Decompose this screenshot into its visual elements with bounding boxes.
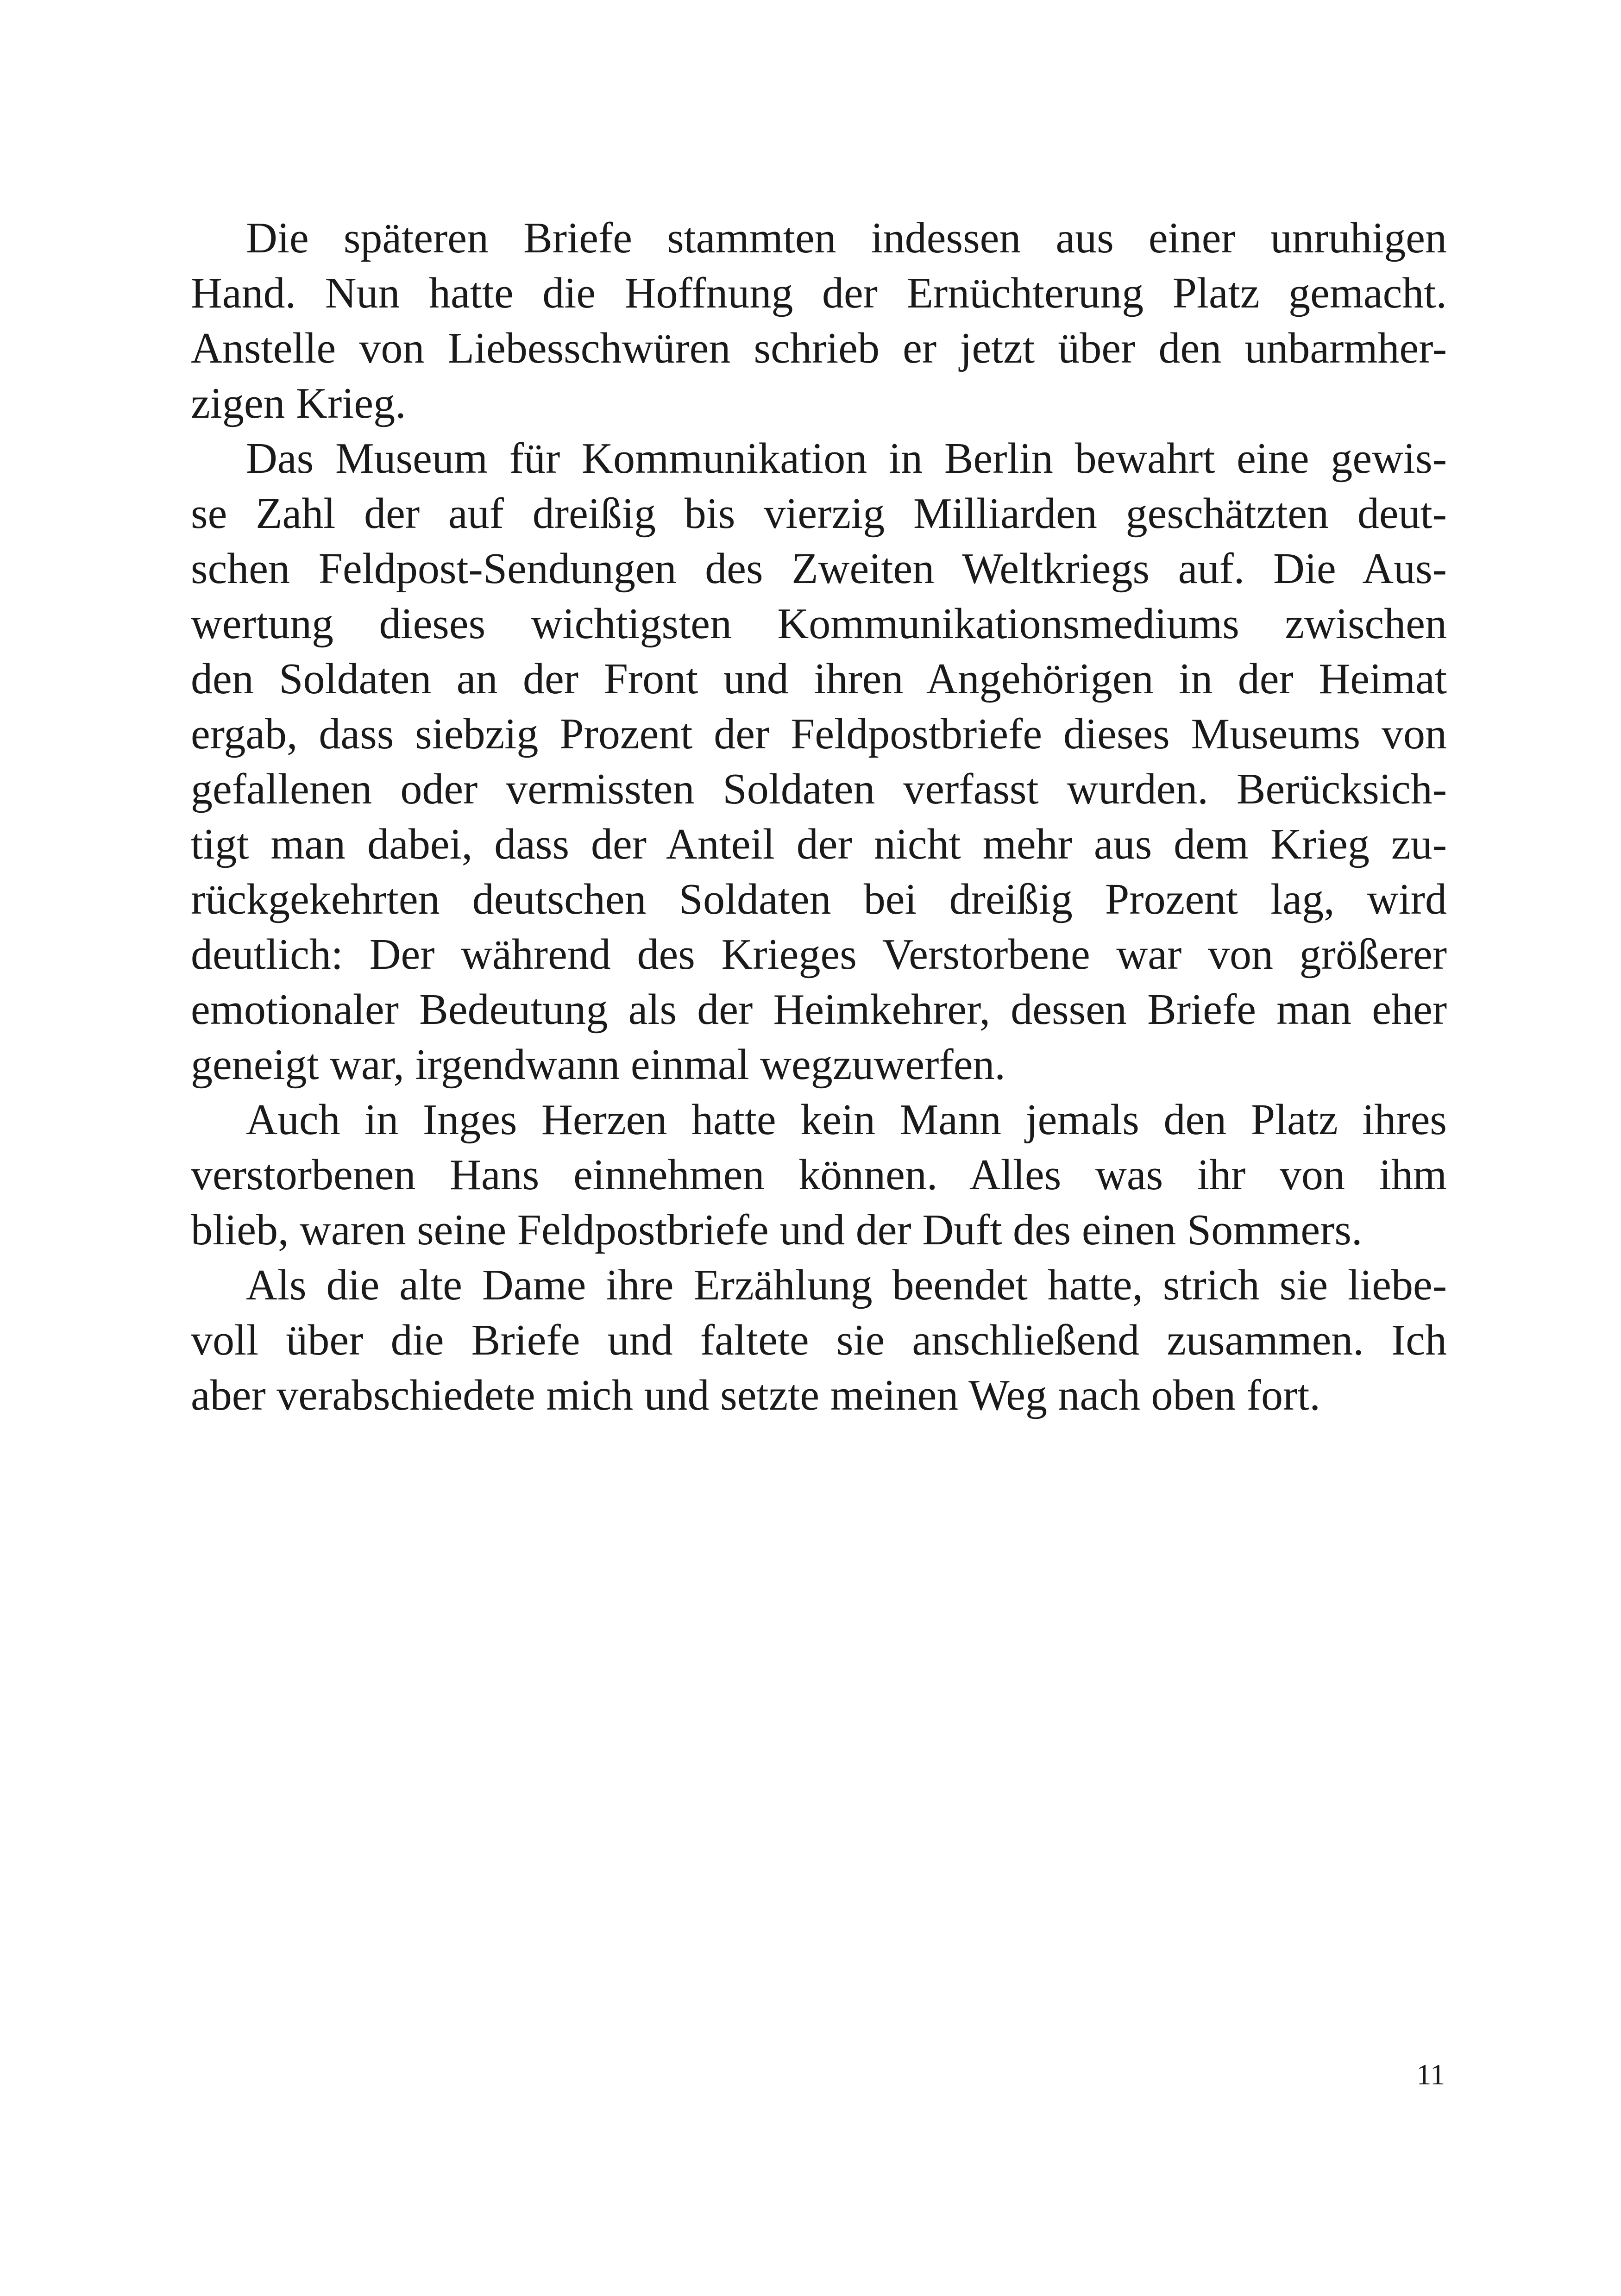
body-text bbox=[191, 211, 1447, 1423]
text-line: Das Museum für Kommunikation in Berlin bewahrt eine gewis- bbox=[246, 434, 1447, 483]
text-line: tigt man dabei, dass der Anteil der nicht mehr aus dem Krieg zu- bbox=[191, 820, 1447, 868]
text-line: Die späteren Briefe stammten indessen aus einer unruhigen bbox=[246, 214, 1447, 262]
paragraph bbox=[191, 1092, 1447, 1258]
text-line: verstorbenen Hans einnehmen können. Alles was ihr von ihm bbox=[191, 1151, 1447, 1199]
text-line: geneigt war, irgendwann einmal wegzuwerfen. bbox=[191, 1041, 1005, 1089]
paragraph bbox=[191, 211, 1447, 431]
text-line: Hand. Nun hatte die Hoffnung der Ernüchterung Platz gemacht. bbox=[191, 269, 1447, 317]
text-line: zigen Krieg. bbox=[191, 379, 406, 427]
text-line: gefallenen oder vermissten Soldaten verfasst wurden. Berücksich- bbox=[191, 765, 1447, 813]
text-line: Auch in Inges Herzen hatte kein Mann jemals den Platz ihres bbox=[246, 1096, 1447, 1144]
page-number: 11 bbox=[1416, 2058, 1445, 2091]
text-line: wertung dieses wichtigsten Kommunikationsmediums zwischen bbox=[191, 600, 1447, 648]
text-line: rückgekehrten deutschen Soldaten bei dreißig Prozent lag, wird bbox=[191, 875, 1447, 923]
text-line: den Soldaten an der Front und ihren Angehörigen in der Heimat bbox=[191, 655, 1447, 703]
text-line: aber verabschiedete mich und setzte meinen Weg nach oben fort. bbox=[191, 1371, 1320, 1419]
paragraph bbox=[191, 431, 1447, 1092]
text-line: ergab, dass siebzig Prozent der Feldpostbriefe dieses Museums von bbox=[191, 710, 1447, 758]
text-line: Anstelle von Liebesschwüren schrieb er jetzt über den unbarmher- bbox=[191, 324, 1447, 372]
text-line: blieb, waren seine Feldpostbriefe und der Duft des einen Sommers. bbox=[191, 1206, 1363, 1254]
paragraph bbox=[191, 1258, 1447, 1423]
text-line: voll über die Briefe und faltete sie anschließend zusammen. Ich bbox=[191, 1316, 1447, 1364]
text-line: schen Feldpost-Sendungen des Zweiten Weltkriegs auf. Die Aus- bbox=[191, 545, 1447, 593]
text-line: se Zahl der auf dreißig bis vierzig Milliarden geschätzten deut- bbox=[191, 489, 1447, 538]
text-line: deutlich: Der während des Krieges Verstorbene war von größerer bbox=[191, 930, 1447, 979]
text-line: Als die alte Dame ihre Erzählung beendet hatte, strich sie liebe- bbox=[246, 1261, 1447, 1309]
text-line: emotionaler Bedeutung als der Heimkehrer, dessen Briefe man eher bbox=[191, 985, 1447, 1034]
